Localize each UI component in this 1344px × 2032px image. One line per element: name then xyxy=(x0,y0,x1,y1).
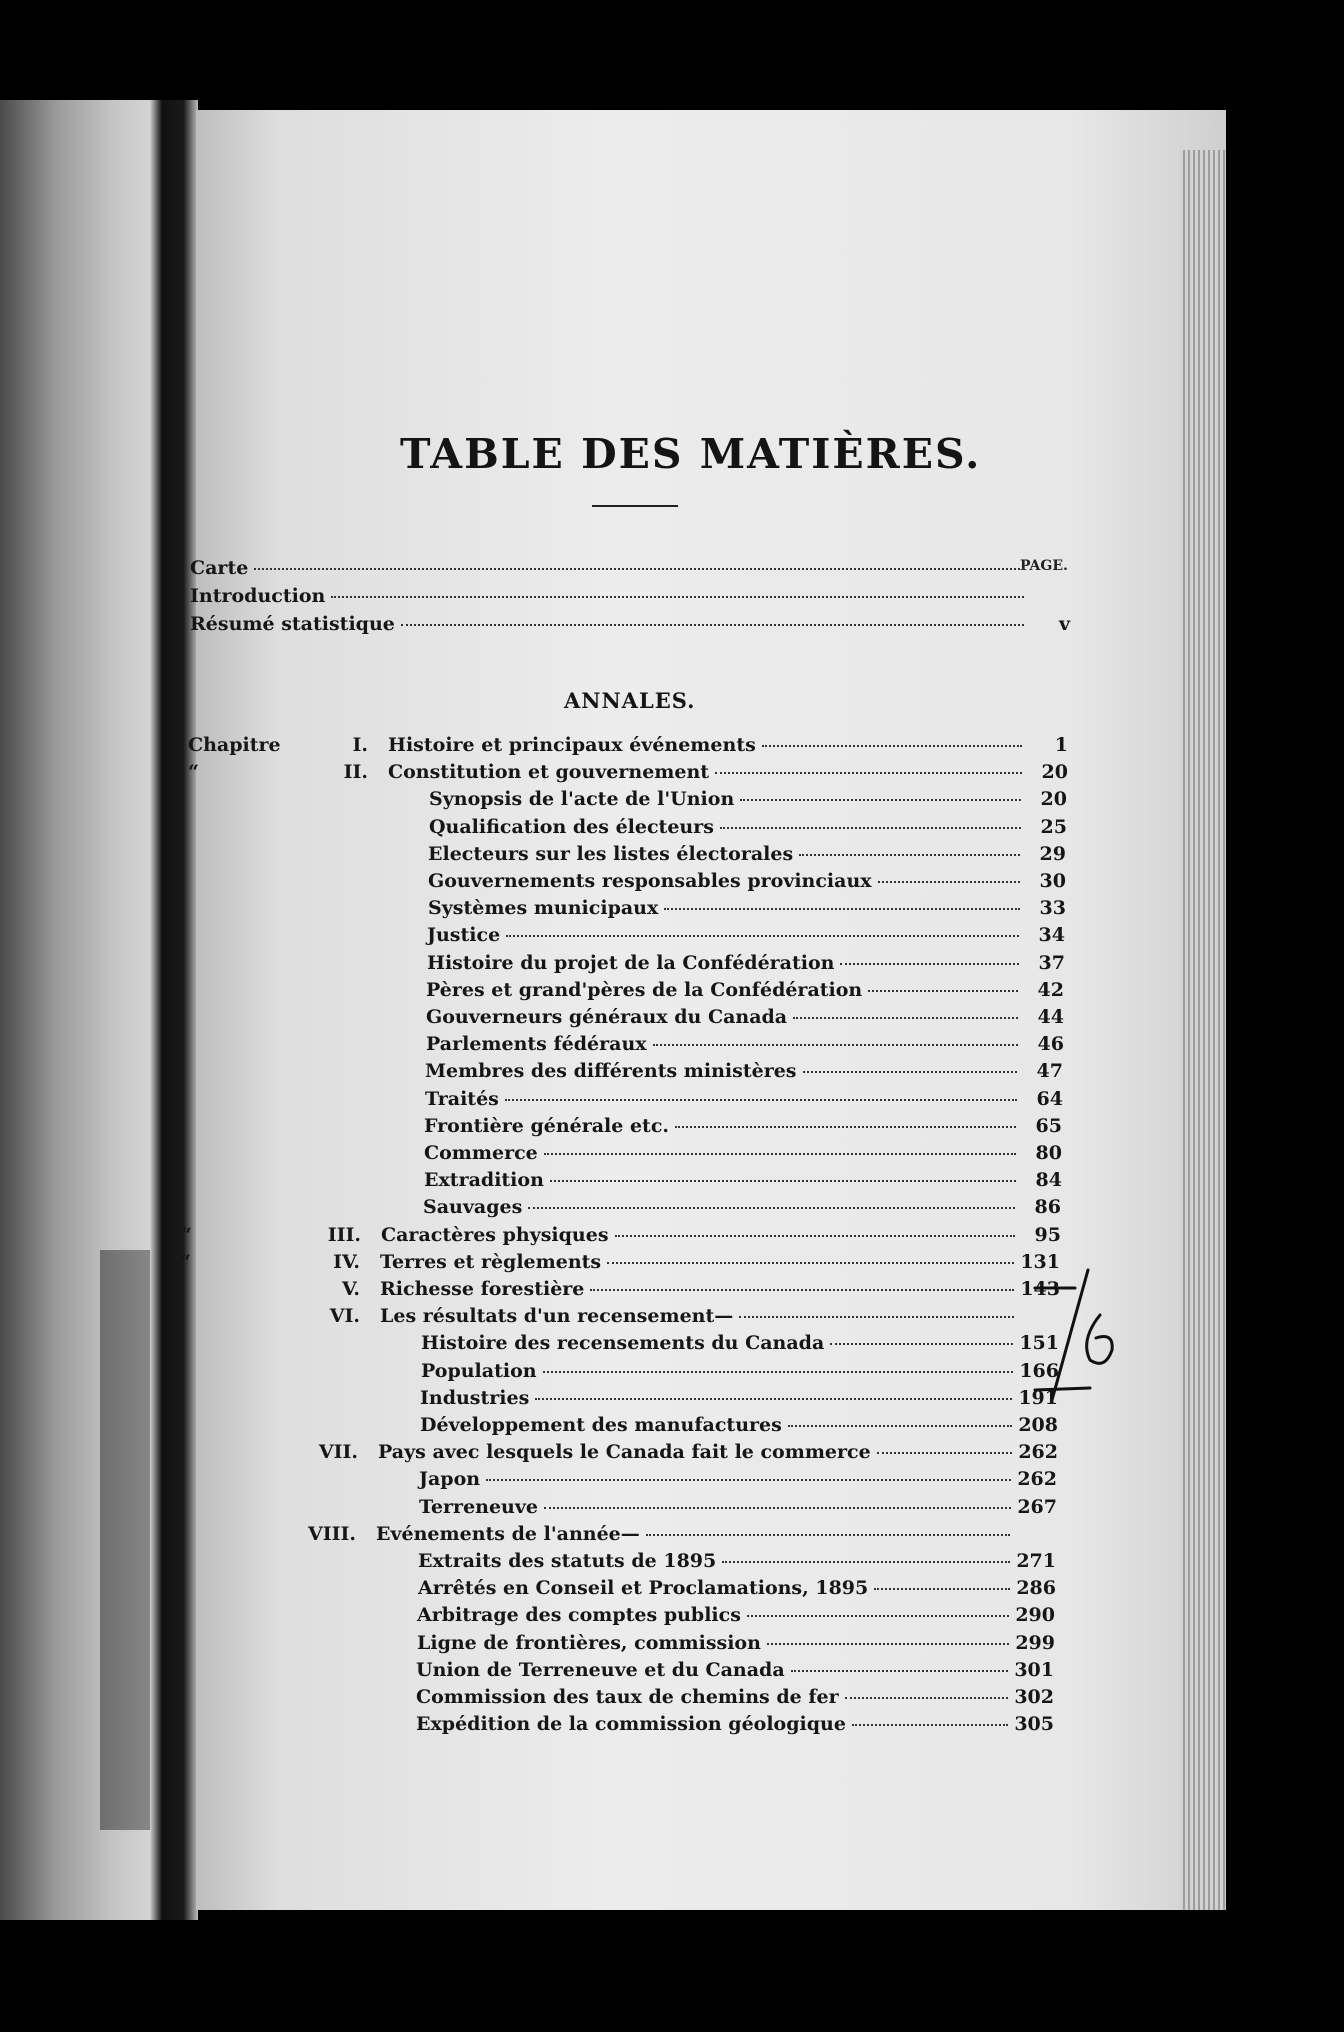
page-number: 29 xyxy=(1039,843,1066,865)
entry-title: Gouvernements responsables provinciaux xyxy=(428,870,872,892)
entry-title: Développement des manufactures xyxy=(420,1414,782,1436)
toc-row xyxy=(178,1414,1058,1442)
page-number: 44 xyxy=(1037,1006,1064,1028)
toc-row xyxy=(179,1332,1059,1360)
dot-leaders xyxy=(878,881,1020,883)
dot-leaders xyxy=(331,596,1024,598)
entry-title: Histoire des recensements du Canada xyxy=(421,1332,825,1354)
chapter-numeral: IV. xyxy=(333,1251,360,1273)
entry-title: Gouverneurs généraux du Canada xyxy=(426,1006,788,1028)
page-number: 151 xyxy=(1019,1332,1059,1354)
toc-row xyxy=(187,816,1067,844)
page-number: 302 xyxy=(1014,1686,1054,1708)
page-number: v xyxy=(1058,613,1070,635)
dot-leaders xyxy=(543,1371,1013,1373)
title-divider xyxy=(592,505,678,507)
entry-title: Pays avec lesquels le Canada fait le commerce xyxy=(378,1441,871,1463)
toc-row xyxy=(181,1196,1061,1224)
page-number: 131 xyxy=(1020,1251,1060,1273)
dot-leaders xyxy=(254,568,1024,570)
entry-title: Terreneuve xyxy=(419,1496,539,1518)
toc-row xyxy=(185,924,1065,952)
entry-title: Justice xyxy=(427,924,501,946)
page-number: 286 xyxy=(1016,1577,1056,1599)
entry-title: Arrêtés en Conseil et Proclamations, 1895 xyxy=(418,1577,869,1599)
toc-row xyxy=(182,1115,1062,1143)
dot-leaders xyxy=(653,1044,1018,1046)
dot-leaders xyxy=(607,1262,1014,1264)
dot-leaders xyxy=(715,772,1022,774)
entry-title: Résumé statistique xyxy=(190,613,395,635)
page-stack-edge xyxy=(1180,150,1225,1910)
entry-title: Japon xyxy=(419,1468,481,1490)
toc-row xyxy=(182,1142,1062,1170)
entry-title: Histoire et principaux événements xyxy=(388,734,756,756)
dot-leaders xyxy=(852,1724,1008,1726)
toc-row xyxy=(178,1441,1058,1469)
dot-leaders xyxy=(874,1588,1010,1590)
toc-row xyxy=(180,1251,1060,1279)
dot-leaders xyxy=(845,1697,1008,1699)
entry-title: Caractères physiques xyxy=(381,1224,609,1246)
entry-title: Industries xyxy=(420,1387,530,1409)
page-number: 42 xyxy=(1037,979,1064,1001)
dot-leaders xyxy=(664,908,1020,910)
chapter-label: Chapitre xyxy=(188,734,281,756)
dot-leaders xyxy=(788,1425,1012,1427)
toc-row xyxy=(178,1387,1058,1415)
chapter-numeral: VII. xyxy=(318,1441,358,1463)
entry-title: Parlements fédéraux xyxy=(426,1033,647,1055)
dot-leaders xyxy=(740,799,1021,801)
page-number: 166 xyxy=(1019,1360,1059,1382)
entry-title: Introduction xyxy=(190,585,326,607)
chapter-numeral: VIII. xyxy=(307,1523,356,1545)
page-number: 80 xyxy=(1035,1142,1062,1164)
dot-leaders xyxy=(544,1507,1011,1509)
page-number: 271 xyxy=(1016,1550,1056,1572)
toc-row xyxy=(190,557,1070,585)
page-number: 1 xyxy=(1054,734,1068,756)
page-number: 86 xyxy=(1034,1196,1061,1218)
dot-leaders xyxy=(615,1235,1015,1237)
page-number: 84 xyxy=(1035,1169,1062,1191)
page-number: 208 xyxy=(1018,1414,1058,1436)
dot-leaders xyxy=(791,1670,1008,1672)
page-number: 290 xyxy=(1015,1604,1055,1626)
page-number: 25 xyxy=(1040,816,1067,838)
dot-leaders xyxy=(840,963,1019,965)
toc-row xyxy=(190,585,1070,613)
toc-row xyxy=(176,1523,1056,1551)
page-number: 30 xyxy=(1039,870,1066,892)
toc-row xyxy=(175,1604,1055,1632)
dot-leaders xyxy=(793,1017,1018,1019)
dot-leaders xyxy=(739,1316,1014,1318)
toc-row xyxy=(187,788,1067,816)
dot-leaders xyxy=(590,1289,1014,1291)
page-number: 47 xyxy=(1036,1060,1063,1082)
dot-leaders xyxy=(550,1180,1016,1182)
dot-leaders xyxy=(767,1643,1009,1645)
dot-leaders xyxy=(762,745,1022,747)
toc-row xyxy=(177,1468,1057,1496)
entry-title: Carte xyxy=(190,557,249,579)
toc-row xyxy=(184,1033,1064,1061)
dot-leaders xyxy=(877,1452,1012,1454)
section-heading: ANNALES. xyxy=(564,688,696,713)
entry-title: Commerce xyxy=(424,1142,538,1164)
dot-leaders xyxy=(528,1207,1015,1209)
toc-row xyxy=(180,1278,1060,1306)
toc-row xyxy=(181,1224,1061,1252)
chapter-numeral: III. xyxy=(327,1224,361,1246)
entry-title: Les résultats d'un recensement— xyxy=(380,1305,734,1327)
entry-title: Pères et grand'pères de la Confédération xyxy=(426,979,863,1001)
handwritten-mark-text: 16 xyxy=(1090,1290,1092,1291)
entry-title: Richesse forestière xyxy=(380,1278,585,1300)
entry-title: Systèmes municipaux xyxy=(428,897,659,919)
chapter-numeral: V. xyxy=(341,1278,360,1300)
toc-row xyxy=(174,1659,1054,1687)
dot-leaders xyxy=(803,1071,1017,1073)
page-column-header: PAGE. xyxy=(1020,558,1068,574)
toc-row xyxy=(190,613,1070,641)
page-number: 262 xyxy=(1018,1441,1058,1463)
dot-leaders xyxy=(799,854,1020,856)
toc-row xyxy=(186,897,1066,925)
entry-title: Membres des différents ministères xyxy=(425,1060,797,1082)
toc-row xyxy=(184,1006,1064,1034)
toc-row xyxy=(176,1577,1056,1605)
entry-title: Ligne de frontières, commission xyxy=(417,1632,761,1654)
toc-row xyxy=(186,843,1066,871)
entry-title: Electeurs sur les listes électorales xyxy=(428,843,794,865)
toc-row xyxy=(174,1686,1054,1714)
dot-leaders xyxy=(830,1343,1013,1345)
entry-title: Terres et règlements xyxy=(380,1251,602,1273)
dot-leaders xyxy=(675,1126,1016,1128)
dot-leaders xyxy=(486,1479,1011,1481)
toc-row xyxy=(188,761,1068,789)
entry-title: Population xyxy=(421,1360,537,1382)
chapter-numeral: I. xyxy=(352,734,368,756)
dot-leaders xyxy=(868,990,1018,992)
entry-title: Evénements de l'année— xyxy=(376,1523,640,1545)
page-number: 143 xyxy=(1020,1278,1060,1300)
dot-leaders xyxy=(535,1398,1012,1400)
dot-leaders xyxy=(506,935,1019,937)
page-number: 64 xyxy=(1036,1088,1063,1110)
dot-leaders xyxy=(401,624,1024,626)
chapter-label: “ xyxy=(180,1251,191,1273)
toc-row xyxy=(176,1550,1056,1578)
page-title: TABLE DES MATIÈRES. xyxy=(400,430,982,478)
entry-title: Qualification des électeurs xyxy=(429,816,714,838)
dot-leaders xyxy=(722,1561,1010,1563)
toc-row xyxy=(174,1713,1054,1741)
toc-row xyxy=(183,1088,1063,1116)
page-number: 20 xyxy=(1040,788,1067,810)
page-number: 65 xyxy=(1035,1115,1062,1137)
page-number: 20 xyxy=(1041,761,1068,783)
page-number: 262 xyxy=(1017,1468,1057,1490)
toc-row xyxy=(180,1305,1060,1333)
toc-row xyxy=(182,1169,1062,1197)
entry-title: Expédition de la commission géologique xyxy=(416,1713,846,1735)
page-number: 301 xyxy=(1014,1659,1054,1681)
page-number: 46 xyxy=(1037,1033,1064,1055)
toc-row xyxy=(185,952,1065,980)
chapter-numeral: VI. xyxy=(329,1305,360,1327)
toc-row xyxy=(175,1632,1055,1660)
toc-row xyxy=(177,1496,1057,1524)
entry-title: Union de Terreneuve et du Canada xyxy=(416,1659,785,1681)
page-number: 299 xyxy=(1015,1632,1055,1654)
toc-row xyxy=(179,1360,1059,1388)
page-number: 33 xyxy=(1039,897,1066,919)
entry-title: Commission des taux de chemins de fer xyxy=(416,1686,839,1708)
toc-row xyxy=(183,1060,1063,1088)
page-number: 305 xyxy=(1014,1713,1054,1735)
page-number: 34 xyxy=(1038,924,1065,946)
entry-title: Sauvages xyxy=(423,1196,523,1218)
dot-leaders xyxy=(720,827,1021,829)
dot-leaders xyxy=(505,1099,1017,1101)
page-number: 267 xyxy=(1017,1496,1057,1518)
chapter-label: “ xyxy=(188,761,199,783)
handwritten-annotation xyxy=(1030,1260,1150,1410)
page-number: 95 xyxy=(1034,1224,1061,1246)
dot-leaders xyxy=(747,1615,1009,1617)
entry-title: Extradition xyxy=(424,1169,544,1191)
entry-title: Histoire du projet de la Confédération xyxy=(427,952,835,974)
chapter-label: “ xyxy=(181,1224,192,1246)
dot-leaders xyxy=(646,1534,1010,1536)
toc-row xyxy=(188,734,1068,762)
entry-title: Extraits des statuts de 1895 xyxy=(418,1550,717,1572)
entry-title: Synopsis de l'acte de l'Union xyxy=(429,788,735,810)
toc-row xyxy=(184,979,1064,1007)
page-number: 191 xyxy=(1018,1387,1058,1409)
chapter-numeral: II. xyxy=(343,761,368,783)
entry-title: Arbitrage des comptes publics xyxy=(417,1604,741,1626)
dot-leaders xyxy=(544,1153,1016,1155)
page-number: 37 xyxy=(1038,952,1065,974)
entry-title: Constitution et gouvernement xyxy=(388,761,710,783)
toc-row xyxy=(186,870,1066,898)
entry-title: Frontière générale etc. xyxy=(424,1115,670,1137)
entry-title: Traités xyxy=(425,1088,499,1110)
